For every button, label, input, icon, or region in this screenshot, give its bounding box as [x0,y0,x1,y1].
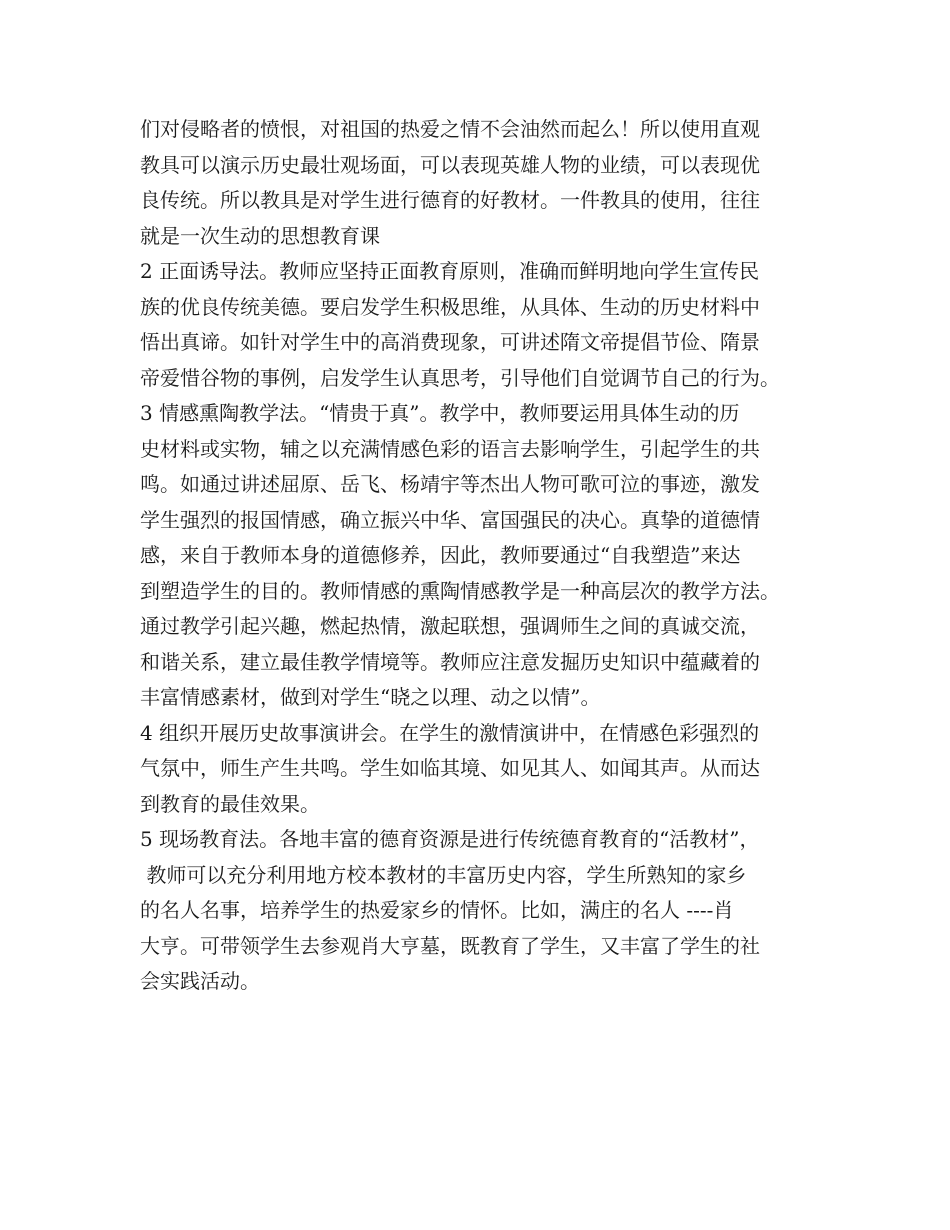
text-line: 史材料或实物，辅之以充满情感色彩的语言去影响学生，引起学生的共 [140,436,760,461]
text-line: 的名人名事，培养学生的热爱家乡的情怀。比如，满庄的名人 ----肖 [140,898,734,922]
text-line: 鸣。如通过讲述屈原、岳飞、杨靖宇等杰出人物可歌可泣的事迹，激发 [140,472,760,496]
body-text [140,112,830,1000]
text-line: 到塑造学生的目的。教师情感的熏陶情感教学是一种高层次的教学方法。 [140,578,780,603]
text-line: 4 组织开展历史故事演讲会。在学生的激情演讲中，在情感色彩强烈的 [140,720,760,745]
text-line: 教具可以演示历史最壮观场面，可以表现英雄人物的业绩，可以表现优 [140,152,760,177]
text-line: 们对侵略者的愤恨，对祖国的热爱之情不会油然而起么！所以使用直观 [140,117,760,141]
text-line: 大亨。可带领学生去参观肖大亨墓，既教育了学生，又丰富了学生的社 [140,933,760,958]
text-line: 到教育的最佳效果。 [140,791,320,816]
text-line: 丰富情感素材，做到对学生“晓之以理、动之以情”。 [140,685,601,709]
text-line: 2 正面诱导法。教师应坚持正面教育原则，准确而鲜明地向学生宣传民 [140,259,760,283]
text-line: 族的优良传统美德。要启发学生积极思维，从具体、生动的历史材料中 [140,294,760,319]
text-line: 帝爱惜谷物的事例，启发学生认真思考，引导他们自觉调节自己的行为。 [140,365,780,390]
text-line: 5 现场教育法。各地丰富的德育资源是进行传统德育教育的“活教材”， [140,827,760,851]
text-line: 会实践活动。 [140,969,260,993]
text-line: 学生强烈的报国情感，确立振兴中华、富国强民的决心。真挚的道德情 [140,507,760,532]
text-line: 良传统。所以教具是对学生进行德育的好教材。一件教具的使用，往往 [140,188,760,212]
text-line: 就是一次生动的思想教育课 [140,223,380,248]
text-line: 3 情感熏陶教学法。“情贵于真”。教学中，教师要运用具体生动的历 [140,401,740,425]
text-line: 通过教学引起兴趣，燃起热情，激起联想，强调师生之间的真诚交流， [140,614,760,638]
text-line: 气氛中，师生产生共鸣。学生如临其境、如见其人、如闻其声。从而达 [140,756,760,780]
text-line: 感，来自于教师本身的道德修养，因此，教师要通过“自我塑造”来达 [140,543,741,567]
text-line: 悟出真谛。如针对学生中的高消费现象，可讲述隋文帝提倡节俭、隋景 [140,330,760,354]
text-line: 和谐关系，建立最佳教学情境等。教师应注意发掘历史知识中蕴藏着的 [140,649,760,674]
text-line: 教师可以充分利用地方校本教材的丰富历史内容，学生所熟知的家乡 [140,862,747,887]
